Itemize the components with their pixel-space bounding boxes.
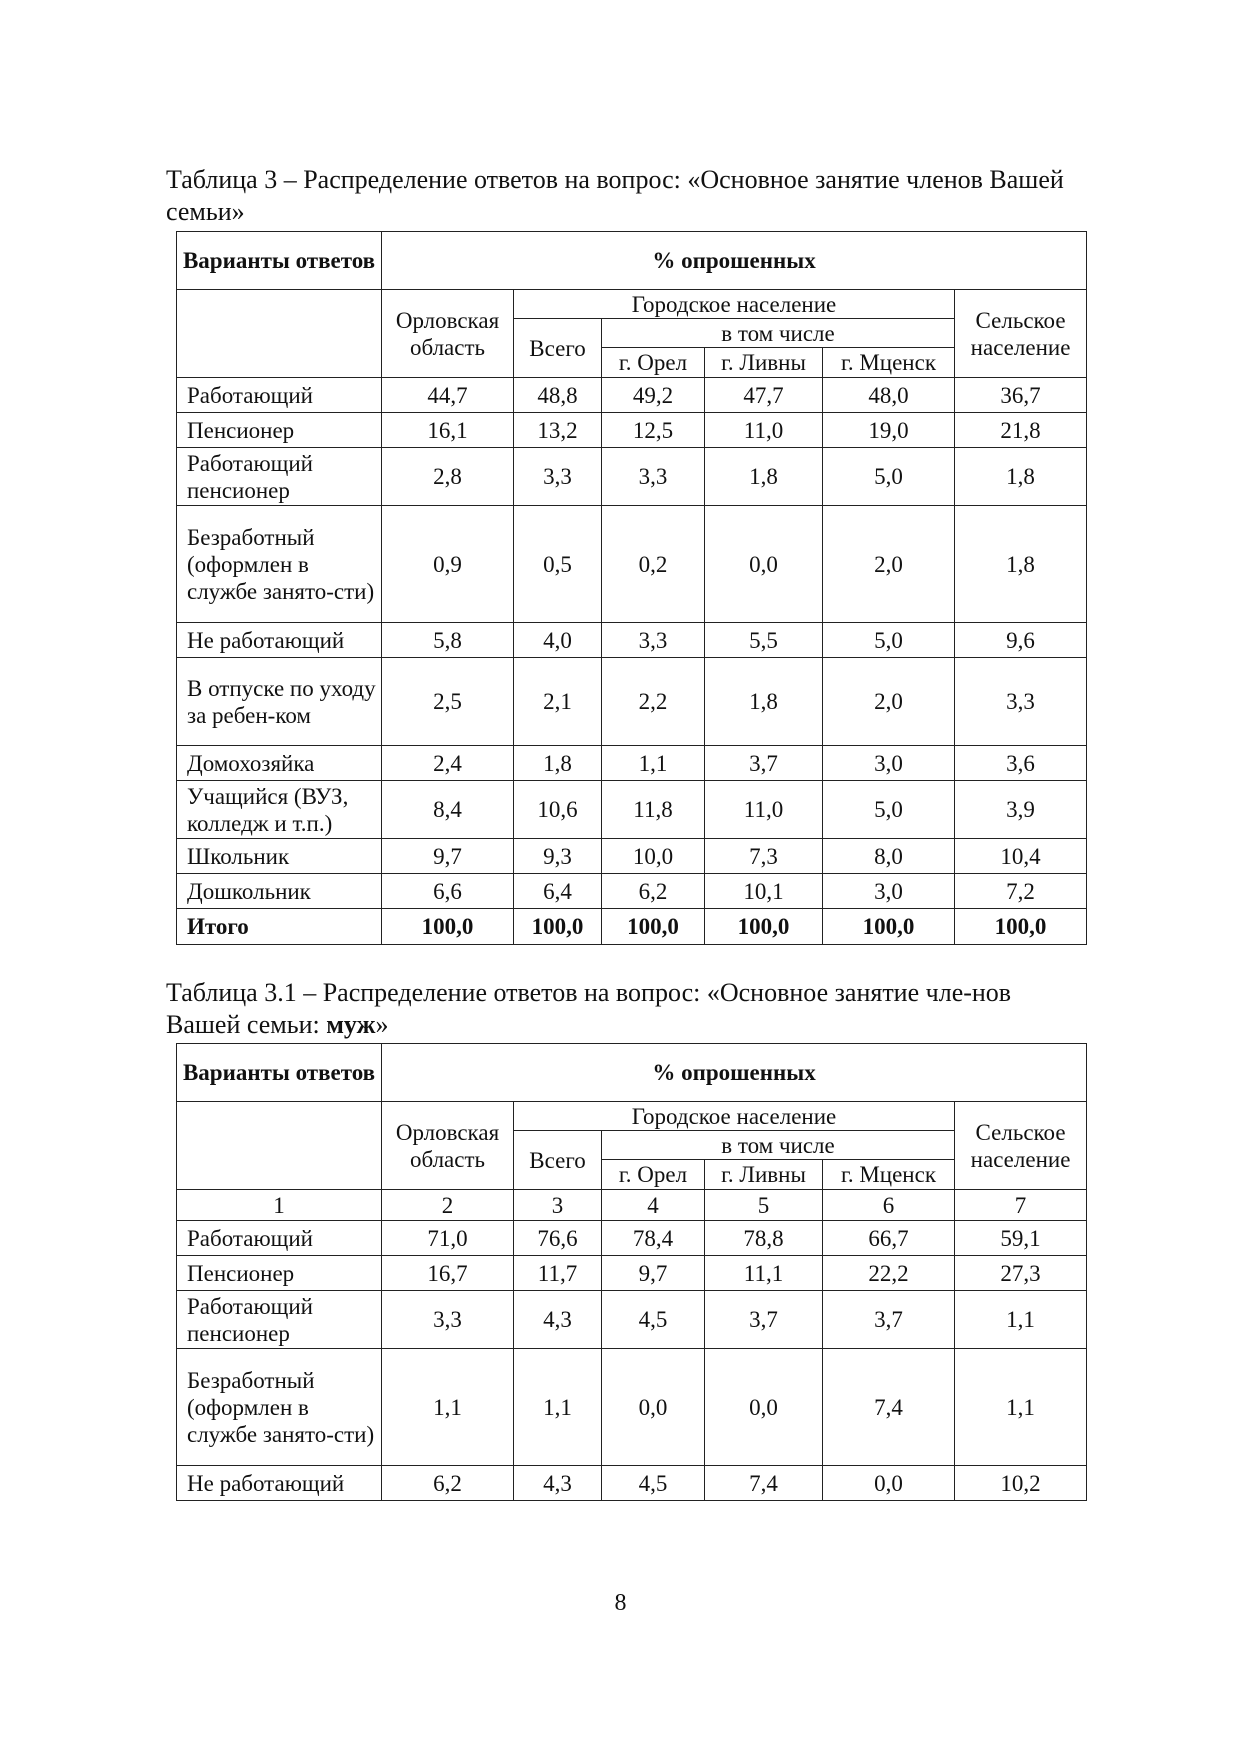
row-label: Школьник xyxy=(177,839,382,874)
cell-rural: 27,3 xyxy=(955,1256,1087,1291)
row-label: Не работающий xyxy=(177,623,382,658)
table3-caption: Таблица 3 – Распределение ответов на вопрос: «Основное занятие членов Вашей семьи» xyxy=(166,165,1064,226)
cell-oblast: 1,1 xyxy=(382,1349,514,1466)
table3-1 xyxy=(176,1043,1087,1501)
header-variants: Варианты ответов xyxy=(177,1044,382,1102)
cell-rural: 7,2 xyxy=(955,874,1087,909)
cell-rural: 3,9 xyxy=(955,781,1087,839)
cell-orel: 4,5 xyxy=(602,1466,705,1501)
cell-orel: 10,0 xyxy=(602,839,705,874)
cell-livny: 7,4 xyxy=(705,1466,823,1501)
table-row xyxy=(177,623,1087,658)
col-number: 6 xyxy=(823,1190,955,1221)
row-label: Работающий xyxy=(177,1221,382,1256)
table-row xyxy=(177,781,1087,839)
cell-oblast: 2,4 xyxy=(382,746,514,781)
cell-oblast: 2,5 xyxy=(382,658,514,746)
cell-total: 2,1 xyxy=(514,658,602,746)
cell-oblast: 0,9 xyxy=(382,506,514,623)
header-oblast: Орловская область xyxy=(382,290,514,378)
table-total-row xyxy=(177,909,1087,945)
cell-total: 4,3 xyxy=(514,1291,602,1349)
header-including: в том числе xyxy=(602,1131,955,1160)
cell-oblast: 5,8 xyxy=(382,623,514,658)
header-empty xyxy=(177,1102,382,1190)
cell-rural: 1,8 xyxy=(955,448,1087,506)
cell-livny: 47,7 xyxy=(705,378,823,413)
cell-mtsensk: 3,7 xyxy=(823,1291,955,1349)
cell-total: 1,1 xyxy=(514,1349,602,1466)
table-row xyxy=(177,378,1087,413)
header-percent: % опрошенных xyxy=(382,1044,1087,1102)
cell-mtsensk: 0,0 xyxy=(823,1466,955,1501)
cell-rural: 3,3 xyxy=(955,658,1087,746)
col-number: 2 xyxy=(382,1190,514,1221)
cell-oblast: 100,0 xyxy=(382,909,514,945)
cell-oblast: 3,3 xyxy=(382,1291,514,1349)
cell-orel: 0,0 xyxy=(602,1349,705,1466)
cell-orel: 2,2 xyxy=(602,658,705,746)
cell-rural: 59,1 xyxy=(955,1221,1087,1256)
cell-mtsensk: 66,7 xyxy=(823,1221,955,1256)
cell-oblast: 16,1 xyxy=(382,413,514,448)
row-label: Работающий пенсионер xyxy=(177,448,382,506)
table-row xyxy=(177,1349,1087,1466)
row-label: Пенсионер xyxy=(177,413,382,448)
table-row xyxy=(177,1291,1087,1349)
cell-livny: 10,1 xyxy=(705,874,823,909)
header-total: Всего xyxy=(514,319,602,378)
header-variants: Варианты ответов xyxy=(177,232,382,290)
cell-mtsensk: 5,0 xyxy=(823,781,955,839)
cell-livny: 11,1 xyxy=(705,1256,823,1291)
caption-bold: муж xyxy=(326,1010,376,1039)
cell-total: 9,3 xyxy=(514,839,602,874)
header-orel: г. Орел xyxy=(602,348,705,378)
cell-mtsensk: 100,0 xyxy=(823,909,955,945)
cell-orel: 0,2 xyxy=(602,506,705,623)
row-label: Безработный (оформлен в службе занято-сти) xyxy=(177,1349,382,1466)
cell-total: 6,4 xyxy=(514,874,602,909)
table-row xyxy=(177,839,1087,874)
cell-mtsensk: 5,0 xyxy=(823,448,955,506)
table-row xyxy=(177,448,1087,506)
header-including: в том числе xyxy=(602,319,955,348)
header-orel: г. Орел xyxy=(602,1160,705,1190)
cell-total: 10,6 xyxy=(514,781,602,839)
cell-total: 76,6 xyxy=(514,1221,602,1256)
column-number-row xyxy=(177,1190,1087,1221)
cell-total: 48,8 xyxy=(514,378,602,413)
header-oblast: Орловская область xyxy=(382,1102,514,1190)
cell-total: 3,3 xyxy=(514,448,602,506)
table-row xyxy=(177,874,1087,909)
row-label: Работающий пенсионер xyxy=(177,1291,382,1349)
header-urban: Городское население xyxy=(514,290,955,319)
cell-total: 4,3 xyxy=(514,1466,602,1501)
cell-orel: 78,4 xyxy=(602,1221,705,1256)
cell-total: 13,2 xyxy=(514,413,602,448)
header-livny: г. Ливны xyxy=(705,1160,823,1190)
cell-mtsensk: 3,0 xyxy=(823,874,955,909)
cell-mtsensk: 8,0 xyxy=(823,839,955,874)
row-label: Учащийся (ВУЗ, колледж и т.п.) xyxy=(177,781,382,839)
cell-orel: 3,3 xyxy=(602,623,705,658)
cell-orel: 9,7 xyxy=(602,1256,705,1291)
cell-mtsensk: 7,4 xyxy=(823,1349,955,1466)
table-row xyxy=(177,746,1087,781)
cell-orel: 11,8 xyxy=(602,781,705,839)
header-urban: Городское население xyxy=(514,1102,955,1131)
cell-mtsensk: 5,0 xyxy=(823,623,955,658)
row-label: Пенсионер xyxy=(177,1256,382,1291)
cell-livny: 3,7 xyxy=(705,746,823,781)
cell-rural: 10,4 xyxy=(955,839,1087,874)
cell-orel: 49,2 xyxy=(602,378,705,413)
cell-total: 4,0 xyxy=(514,623,602,658)
row-label: Не работающий xyxy=(177,1466,382,1501)
row-label: Домохозяйка xyxy=(177,746,382,781)
cell-livny: 3,7 xyxy=(705,1291,823,1349)
cell-livny: 11,0 xyxy=(705,781,823,839)
cell-oblast: 9,7 xyxy=(382,839,514,874)
header-empty xyxy=(177,290,382,378)
col-number: 1 xyxy=(177,1190,382,1221)
cell-orel: 6,2 xyxy=(602,874,705,909)
cell-livny: 5,5 xyxy=(705,623,823,658)
cell-total: 1,8 xyxy=(514,746,602,781)
table-row xyxy=(177,413,1087,448)
col-number: 5 xyxy=(705,1190,823,1221)
col-number: 3 xyxy=(514,1190,602,1221)
cell-rural: 1,1 xyxy=(955,1349,1087,1466)
cell-oblast: 44,7 xyxy=(382,378,514,413)
row-label: В отпуске по уходу за ребен-ком xyxy=(177,658,382,746)
cell-livny: 1,8 xyxy=(705,658,823,746)
cell-rural: 100,0 xyxy=(955,909,1087,945)
cell-mtsensk: 2,0 xyxy=(823,506,955,623)
table-row xyxy=(177,658,1087,746)
col-number: 4 xyxy=(602,1190,705,1221)
row-label: Дошкольник xyxy=(177,874,382,909)
header-livny: г. Ливны xyxy=(705,348,823,378)
cell-rural: 3,6 xyxy=(955,746,1087,781)
cell-oblast: 6,6 xyxy=(382,874,514,909)
cell-oblast: 16,7 xyxy=(382,1256,514,1291)
cell-livny: 0,0 xyxy=(705,506,823,623)
table3 xyxy=(176,231,1087,945)
table-row xyxy=(177,1256,1087,1291)
cell-mtsensk: 22,2 xyxy=(823,1256,955,1291)
cell-orel: 12,5 xyxy=(602,413,705,448)
cell-rural: 36,7 xyxy=(955,378,1087,413)
cell-orel: 3,3 xyxy=(602,448,705,506)
table-row xyxy=(177,1221,1087,1256)
cell-mtsensk: 2,0 xyxy=(823,658,955,746)
cell-orel: 1,1 xyxy=(602,746,705,781)
row-label: Итого xyxy=(177,909,382,945)
header-rural: Сельское население xyxy=(955,1102,1087,1190)
header-rural: Сельское население xyxy=(955,290,1087,378)
cell-mtsensk: 19,0 xyxy=(823,413,955,448)
cell-oblast: 71,0 xyxy=(382,1221,514,1256)
cell-orel: 4,5 xyxy=(602,1291,705,1349)
cell-total: 0,5 xyxy=(514,506,602,623)
cell-livny: 7,3 xyxy=(705,839,823,874)
row-label: Работающий xyxy=(177,378,382,413)
cell-rural: 10,2 xyxy=(955,1466,1087,1501)
table-row xyxy=(177,1466,1087,1501)
row-label: Безработный (оформлен в службе занято-сти) xyxy=(177,506,382,623)
caption-prefix: Таблица 3.1 – Распределение ответов на вопрос: «Основное занятие чле-нов Вашей семьи: xyxy=(166,978,1012,1039)
cell-livny: 1,8 xyxy=(705,448,823,506)
page-number: 8 xyxy=(614,1590,627,1616)
cell-oblast: 6,2 xyxy=(382,1466,514,1501)
col-number: 7 xyxy=(955,1190,1087,1221)
cell-orel: 100,0 xyxy=(602,909,705,945)
cell-rural: 1,1 xyxy=(955,1291,1087,1349)
caption-suffix: » xyxy=(375,1010,389,1039)
cell-rural: 1,8 xyxy=(955,506,1087,623)
header-mtsensk: г. Мценск xyxy=(823,348,955,378)
cell-mtsensk: 3,0 xyxy=(823,746,955,781)
cell-oblast: 2,8 xyxy=(382,448,514,506)
cell-total: 11,7 xyxy=(514,1256,602,1291)
cell-total: 100,0 xyxy=(514,909,602,945)
cell-livny: 78,8 xyxy=(705,1221,823,1256)
header-total: Всего xyxy=(514,1131,602,1190)
table3-1-caption xyxy=(166,977,1086,1041)
cell-livny: 100,0 xyxy=(705,909,823,945)
cell-livny: 0,0 xyxy=(705,1349,823,1466)
cell-oblast: 8,4 xyxy=(382,781,514,839)
cell-rural: 21,8 xyxy=(955,413,1087,448)
table-row xyxy=(177,506,1087,623)
cell-rural: 9,6 xyxy=(955,623,1087,658)
cell-mtsensk: 48,0 xyxy=(823,378,955,413)
header-mtsensk: г. Мценск xyxy=(823,1160,955,1190)
header-percent: % опрошенных xyxy=(382,232,1087,290)
cell-livny: 11,0 xyxy=(705,413,823,448)
